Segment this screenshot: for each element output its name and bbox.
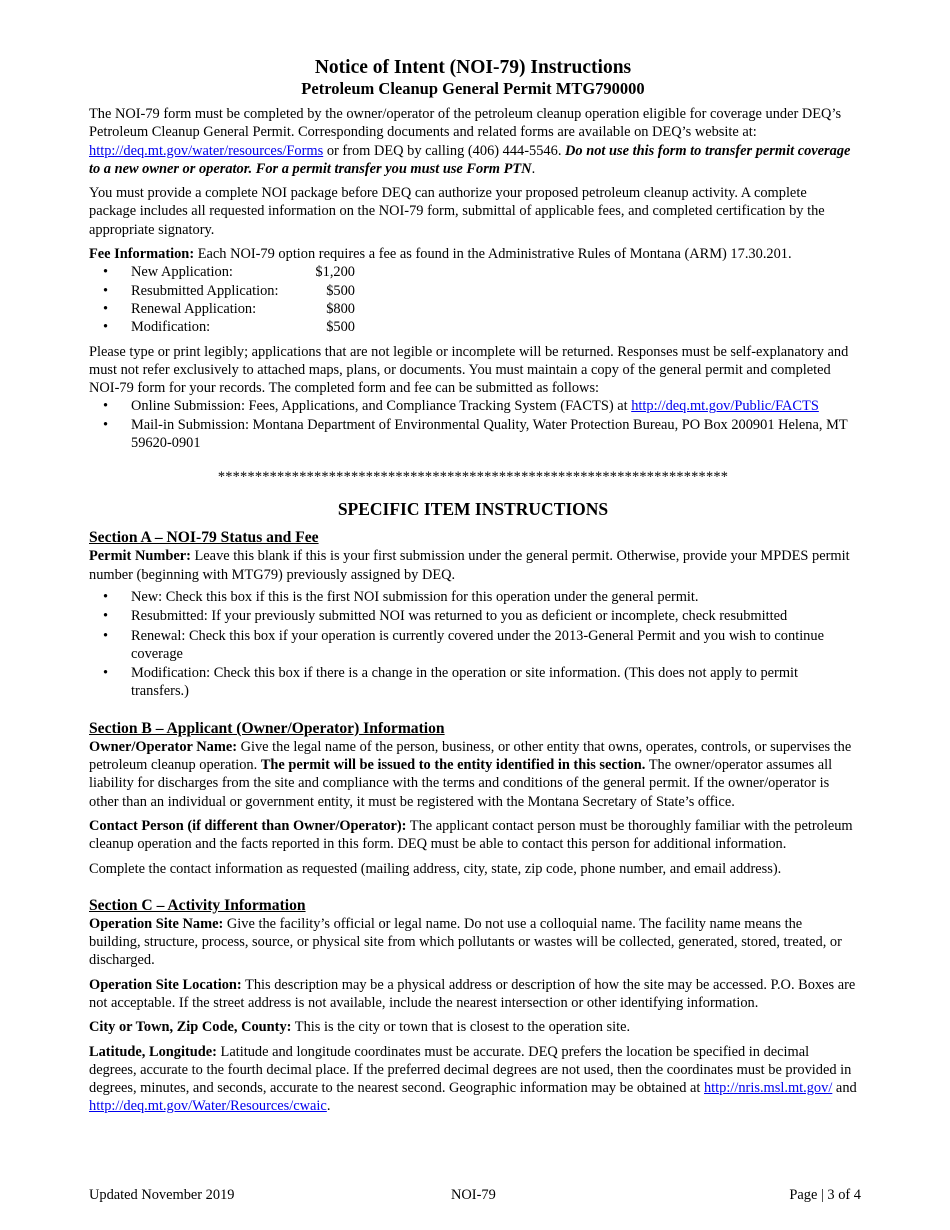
status-item: • Modification: Check this box if there is a change in the operation or site information. (This does not apply to permit transfers.)	[89, 664, 857, 701]
document-page	[89, 56, 857, 1116]
permit-number-paragraph: Permit Number: Leave this blank if this is your first submission under the general permit. Otherwise, provide your MPDES permit number (beginning with MTG79) previously assigned by DEQ.	[89, 548, 850, 583]
lat-long-paragraph: Latitude, Longitude: Latitude and longitude coordinates must be accurate. DEQ prefers the location be specified in decimal degrees, accurate to the fourth decimal place. If the preferred decimal degrees are not used, then the coordinates must be provided in degrees, minutes, and seconds, accurate to the nearest second. Geographic information may be obtained at http://nris.msl.mt.gov/ and http://deq.mt.gov/Water/Resources/cwaic.	[89, 1043, 857, 1115]
cwaic-link[interactable]: http://deq.mt.gov/Water/Resources/cwaic	[89, 1098, 327, 1115]
section-a-heading: Section A – NOI-79 Status and Fee	[89, 529, 319, 547]
footer-form-name: NOI-79	[451, 1187, 496, 1203]
status-list	[89, 588, 857, 701]
fee-item: • New Application: $1,200	[89, 263, 857, 281]
status-item: • New: Check this box if this is the first NOI submission for this operation under the general permit.	[89, 588, 857, 606]
footer-page-number: Page | 3 of 4	[789, 1187, 861, 1203]
fee-list	[89, 263, 857, 336]
status-item: • Resubmitted: If your previously submitted NOI was returned to you as deficient or incomplete, check resubmitted	[89, 607, 857, 625]
footer-updated: Updated November 2019	[89, 1187, 235, 1203]
nris-link[interactable]: http://nris.msl.mt.gov/	[703, 1080, 833, 1097]
separator: *********************************************************************	[217, 469, 729, 486]
submission-list	[89, 397, 857, 452]
fee-item: • Modification: $500	[89, 318, 857, 336]
fee-info-paragraph: Fee Information: Each NOI-79 option requires a fee as found in the Administrative Rules of Montana (ARM) 17.30.201.	[89, 246, 792, 263]
intro-paragraph: The NOI-79 form must be completed by the owner/operator of the petroleum cleanup operation eligible for coverage under DEQ’s Petroleum Cleanup General Permit. Corresponding documents and related forms are available on DEQ’s website at: http://deq.mt.gov/water/resources/Forms or from DEQ by calling (406) 444-5546. Do not use this form to transfer permit coverage to a new owner or operator. For a permit transfer you must use Form PTN.	[89, 106, 851, 177]
fee-item: • Renewal Application: $800	[89, 300, 857, 318]
transfer-warning: Do not use this form to transfer permit coverage to a new owner or operator. For a permit transfer you must use Form PTN	[89, 142, 851, 177]
owner-operator-paragraph: Owner/Operator Name: Give the legal name of the person, business, or other entity that owns, operates, controls, or supervises the petroleum cleanup operation. The permit will be issued to the entity identified in this section. The owner/operator assumes all liability for discharges from the site and compliance with the terms and conditions of the general permit. If the owner/operator is other than an individual or government entity, it must be registered with the Montana Secretary of State’s office.	[89, 738, 852, 810]
specific-heading: SPECIFIC ITEM INSTRUCTIONS	[337, 499, 609, 520]
package-paragraph: You must provide a complete NOI package before DEQ can authorize your proposed petroleum cleanup activity. A complete package includes all requested information on the NOI-79 form, submittal of applicable fees, and completed certification by the appropriate signatory.	[89, 185, 825, 238]
site-name-paragraph: Operation Site Name: Give the facility’s official or legal name. Do not use a colloquial name. The facility name means the building, structure, process, source, or physical site from which pollutants or wastes will be collected, generated, stored, treated, or discharged.	[89, 915, 842, 969]
section-c-heading: Section C – Activity Information	[89, 896, 306, 914]
fee-item: • Resubmitted Application: $500	[89, 282, 857, 300]
site-location-paragraph: Operation Site Location: This description may be a physical address or description of how the site may be accessed. P.O. Boxes are not acceptable. If the street address is not available, include the nearest intersection or other identifying information.	[89, 976, 856, 1011]
page-title: Notice of Intent (NOI-79) Instructions	[314, 57, 632, 78]
facts-link[interactable]: http://deq.mt.gov/Public/FACTS	[631, 398, 819, 415]
mail-submission-item: • Mail-in Submission: Montana Department of Environmental Quality, Water Protection Bureau, PO Box 200901 Helena, MT 59620-0901	[89, 416, 857, 453]
online-submission-item: • Online Submission: Fees, Applications, and Compliance Tracking System (FACTS) at http://deq.mt.gov/Public/FACTS	[89, 397, 857, 415]
city-paragraph: City or Town, Zip Code, County: This is the city or town that is closest to the operation site.	[89, 1019, 631, 1036]
section-b-heading: Section B – Applicant (Owner/Operator) Information	[89, 719, 445, 737]
submission-paragraph: Please type or print legibly; applications that are not legible or incomplete will be returned. Responses must be self-explanatory and must not refer exclusively to attached maps, plans, or documents. You must maintain a copy of the general permit and completed NOI-79 form for your records. The completed form and fee can be submitted as follows:	[89, 343, 849, 397]
page-subtitle: Petroleum Cleanup General Permit MTG790000	[301, 79, 645, 98]
contact-person-paragraph: Contact Person (if different than Owner/Operator): The applicant contact person must be thoroughly familiar with the petroleum cleanup operation and the facts reported in this form. DEQ must be able to contact this person for additional information.	[89, 817, 853, 853]
forms-link[interactable]: http://deq.mt.gov/water/resources/Forms	[89, 142, 324, 159]
contact-info-paragraph: Complete the contact information as requested (mailing address, city, state, zip code, phone number, and email address).	[89, 860, 782, 877]
status-item: • Renewal: Check this box if your operation is currently covered under the 2013-General Permit and you wish to continue coverage	[89, 627, 857, 664]
